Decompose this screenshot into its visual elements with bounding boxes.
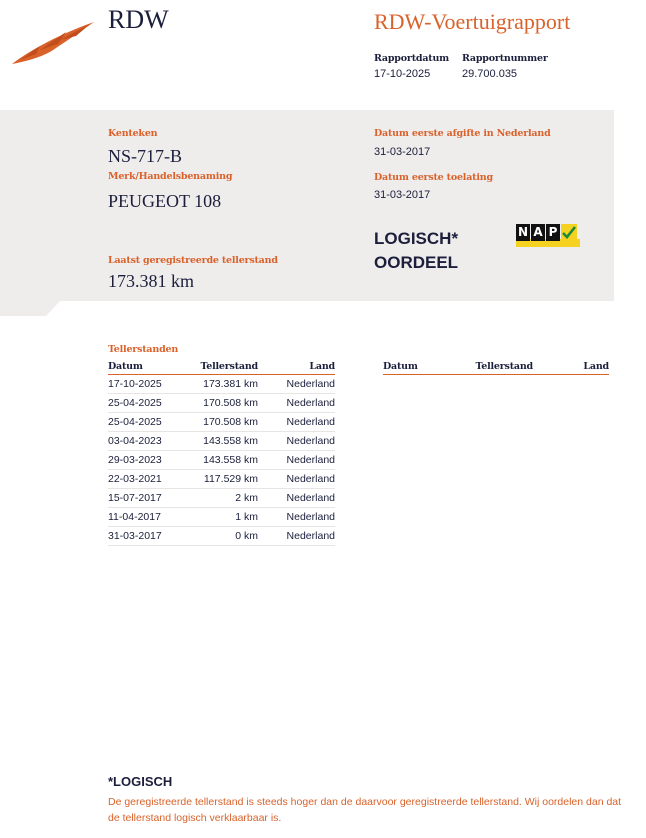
reading-value: 0 km	[186, 527, 258, 546]
table-row	[108, 432, 335, 451]
footnote-title: *LOGISCH	[108, 774, 173, 789]
column-header-country: Land	[533, 361, 609, 375]
reading-value: 2 km	[186, 489, 258, 508]
reading-date: 15-07-2017	[108, 489, 186, 508]
table-row	[108, 527, 335, 546]
report-title: RDW-Voertuigrapport	[374, 9, 571, 34]
reading-date: 25-04-2025	[108, 413, 186, 432]
column-header-reading: Tellerstand	[461, 361, 533, 375]
nap-letter: N	[517, 225, 529, 239]
table-row	[108, 470, 335, 489]
report-number: 29.700.035	[462, 68, 518, 80]
readings-body	[108, 375, 335, 546]
plate-value: NS-717-B	[108, 146, 183, 166]
table-row	[108, 508, 335, 527]
table-row	[108, 394, 335, 413]
reading-country: Nederland	[258, 375, 335, 394]
odometer-label: Laatst geregistreerde tellerstand	[108, 255, 278, 266]
table-header-row	[383, 361, 609, 375]
reading-date: 31-03-2017	[108, 527, 186, 546]
reading-value: 170.508 km	[186, 413, 258, 432]
reading-country: Nederland	[258, 527, 335, 546]
reading-value: 117.529 km	[186, 470, 258, 489]
nap-badge-icon	[516, 224, 580, 250]
first-nl-label: Datum eerste afgifte in Nederland	[374, 128, 551, 139]
table-row	[108, 451, 335, 470]
reading-country: Nederland	[258, 470, 335, 489]
first-nl-value: 31-03-2017	[374, 146, 431, 158]
reading-date: 22-03-2021	[108, 470, 186, 489]
first-admission-value: 31-03-2017	[374, 189, 431, 201]
report-date-label: Rapportdatum	[374, 53, 450, 64]
verdict	[374, 227, 458, 275]
plate-label: Kenteken	[108, 128, 158, 139]
reading-value: 1 km	[186, 508, 258, 527]
verdict-line-2: OORDEEL	[374, 253, 459, 272]
reading-date: 11-04-2017	[108, 508, 186, 527]
reading-country: Nederland	[258, 508, 335, 527]
reading-country: Nederland	[258, 413, 335, 432]
reading-date: 25-04-2025	[108, 394, 186, 413]
column-header-reading: Tellerstand	[186, 361, 258, 375]
table-row	[108, 489, 335, 508]
reading-value: 170.508 km	[186, 394, 258, 413]
reading-country: Nederland	[258, 451, 335, 470]
column-header-date: Datum	[108, 361, 186, 375]
verdict-line-1: LOGISCH*	[374, 229, 459, 248]
reading-country: Nederland	[258, 489, 335, 508]
table-header-row	[108, 361, 335, 375]
table-row	[108, 375, 335, 394]
column-header-date: Datum	[383, 361, 461, 375]
rdw-logo-icon	[10, 20, 96, 66]
reading-country: Nederland	[258, 432, 335, 451]
reading-value: 173.381 km	[186, 375, 258, 394]
reading-value: 143.558 km	[186, 451, 258, 470]
reading-date: 03-04-2023	[108, 432, 186, 451]
reading-date: 17-10-2025	[108, 375, 186, 394]
report-number-label: Rapportnummer	[462, 53, 548, 64]
readings-table	[108, 361, 335, 546]
first-admission-label: Datum eerste toelating	[374, 172, 493, 183]
nap-letter: P	[546, 224, 560, 241]
make-value: PEUGEOT 108	[108, 191, 222, 211]
readings-section-label: Tellerstanden	[108, 344, 179, 355]
reading-value: 143.558 km	[186, 432, 258, 451]
make-label: Merk/Handelsbenaming	[108, 171, 233, 182]
brand-name: RDW	[108, 5, 169, 34]
reading-date: 29-03-2023	[108, 451, 186, 470]
reading-country: Nederland	[258, 394, 335, 413]
readings-table-right	[383, 361, 609, 375]
table-row	[108, 413, 335, 432]
column-header-country: Land	[258, 361, 335, 375]
odometer-value: 173.381 km	[108, 271, 195, 291]
nap-letter: A	[531, 224, 545, 241]
check-icon	[561, 224, 577, 241]
footnote-text: De geregistreerde tellerstand is steeds hoger dan de daarvoor geregistreerde tellerstand. Wij oordelen dan dat de tellerstand logisch verklaarbaar is.	[108, 796, 622, 824]
report-date: 17-10-2025	[374, 68, 431, 80]
summary-band	[0, 110, 614, 316]
